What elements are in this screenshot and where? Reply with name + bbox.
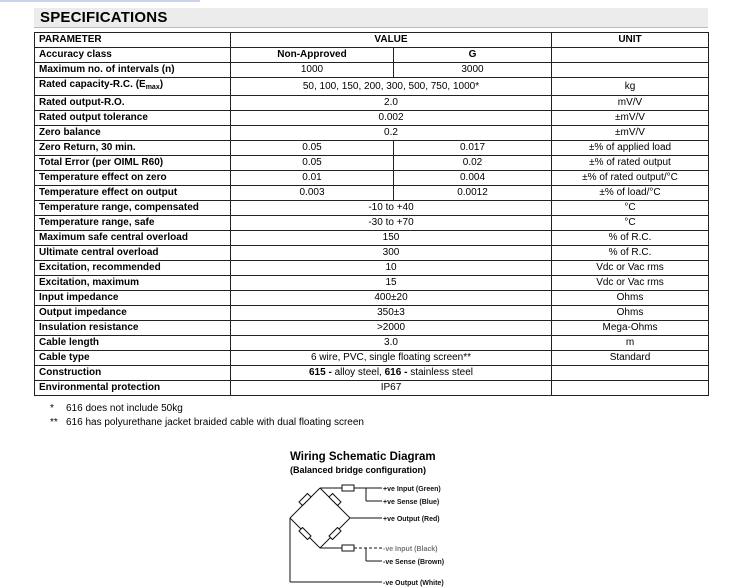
param-cell: Maximum safe central overload	[35, 231, 231, 246]
table-row	[35, 291, 709, 306]
footnote-mark: *	[50, 403, 54, 414]
value-cell: -30 to +70	[231, 216, 552, 231]
value-cell: 300	[231, 246, 552, 261]
unit-cell: Standard	[552, 351, 709, 366]
unit-cell: °C	[552, 216, 709, 231]
param-cell: Zero balance	[35, 126, 231, 141]
unit-cell: Ohms	[552, 291, 709, 306]
construction-part: stainless steel	[410, 367, 473, 378]
unit-cell: ±% of load/°C	[552, 186, 709, 201]
unit-cell: Vdc or Vac rms	[552, 261, 709, 276]
table-row	[35, 78, 709, 96]
table-row	[35, 306, 709, 321]
construction-part: alloy steel,	[334, 367, 385, 378]
footnote-mark: **	[50, 417, 58, 428]
value-cell: 10	[231, 261, 552, 276]
value-cell: 0.017	[394, 141, 552, 156]
wire-label-sense-positive: +ve Sense (Blue)	[383, 499, 440, 506]
param-cell: Insulation resistance	[35, 321, 231, 336]
param-cell: Output impedance	[35, 306, 231, 321]
diagram-subtitle: (Balanced bridge configuration)	[290, 465, 427, 475]
table-row	[35, 231, 709, 246]
unit-cell: kg	[552, 78, 709, 96]
footnote-text: 616 does not include 50kg	[66, 403, 183, 414]
value-cell: -10 to +40	[231, 201, 552, 216]
table-row	[35, 201, 709, 216]
construction-part: 615 -	[309, 367, 335, 378]
value-cell: 0.05	[231, 156, 394, 171]
table-row	[35, 126, 709, 141]
unit-cell: ±% of rated output	[552, 156, 709, 171]
resistor-icon	[329, 493, 341, 505]
unit-cell	[552, 48, 709, 63]
value-cell: 350±3	[231, 306, 552, 321]
param-cell: Cable length	[35, 336, 231, 351]
wire-label-sense-negative: -ve Sense (Brown)	[383, 559, 445, 566]
param-cell: Zero Return, 30 min.	[35, 141, 231, 156]
value-cell: 3.0	[231, 336, 552, 351]
param-cell: Temperature effect on output	[35, 186, 231, 201]
param-cell: Excitation, maximum	[35, 276, 231, 291]
param-subscript: max	[145, 84, 160, 91]
wiring-schematic	[270, 478, 470, 588]
unit-cell: m	[552, 336, 709, 351]
footnote	[50, 416, 364, 430]
resistor-icon	[342, 545, 354, 551]
value-cell: 1000	[231, 63, 394, 78]
unit-cell: °C	[552, 201, 709, 216]
table-row	[35, 381, 709, 396]
value-cell: 0.2	[231, 126, 552, 141]
footnotes	[50, 402, 364, 430]
param-cell: Cable type	[35, 351, 231, 366]
value-cell: 400±20	[231, 291, 552, 306]
value-cell: IP67	[231, 381, 552, 396]
section-title: SPECIFICATIONS	[40, 9, 168, 26]
unit-cell: % of R.C.	[552, 231, 709, 246]
resistor-icon	[342, 485, 354, 491]
unit-cell: ±% of rated output/°C	[552, 171, 709, 186]
param-cell: Ultimate central overload	[35, 246, 231, 261]
param-cell: Accuracy class	[35, 48, 231, 63]
param-cell: Environmental protection	[35, 381, 231, 396]
value-cell	[231, 366, 552, 381]
value-cell: 50, 100, 150, 200, 300, 500, 750, 1000*	[231, 78, 552, 96]
param-text: Rated capacity-R.C. (E	[39, 79, 146, 90]
resistor-icon	[299, 493, 311, 505]
value-cell: >2000	[231, 321, 552, 336]
value-cell: 0.02	[394, 156, 552, 171]
table-row	[35, 156, 709, 171]
table-row	[35, 216, 709, 231]
wire-label-input-negative: -ve Input (Black)	[383, 546, 438, 553]
param-cell: Rated output tolerance	[35, 111, 231, 126]
table-row	[35, 366, 709, 381]
section-header	[34, 8, 708, 28]
param-cell: Temperature range, compensated	[35, 201, 231, 216]
value-cell: 2.0	[231, 96, 552, 111]
value-cell: 0.0012	[394, 186, 552, 201]
value-cell: G	[394, 48, 552, 63]
table-row	[35, 96, 709, 111]
value-cell: Non-Approved	[231, 48, 394, 63]
value-cell: 0.003	[231, 186, 394, 201]
value-cell: 15	[231, 276, 552, 291]
unit-cell	[552, 381, 709, 396]
value-cell: 0.004	[394, 171, 552, 186]
table-row	[35, 48, 709, 63]
value-cell: 0.05	[231, 141, 394, 156]
param-cell: Temperature effect on zero	[35, 171, 231, 186]
table-row	[35, 336, 709, 351]
param-cell	[35, 78, 231, 96]
value-cell: 6 wire, PVC, single floating screen**	[231, 351, 552, 366]
unit-cell: % of R.C.	[552, 246, 709, 261]
header-value: VALUE	[231, 33, 552, 48]
diagram-title: Wiring Schematic Diagram	[290, 451, 436, 463]
value-cell: 0.01	[231, 171, 394, 186]
unit-cell: Vdc or Vac rms	[552, 276, 709, 291]
table-row	[35, 261, 709, 276]
footnote	[50, 402, 364, 416]
footnote-text: 616 has polyurethane jacket braided cable with dual floating screen	[66, 417, 364, 428]
wire-label-output-positive: +ve Output (Red)	[383, 516, 440, 523]
table-row	[35, 141, 709, 156]
header-unit: UNIT	[552, 33, 709, 48]
resistor-icon	[329, 527, 341, 539]
param-cell: Rated output-R.O.	[35, 96, 231, 111]
construction-part: 616 -	[384, 367, 411, 378]
param-cell: Total Error (per OIML R60)	[35, 156, 231, 171]
table-row	[35, 246, 709, 261]
value-cell: 0.002	[231, 111, 552, 126]
unit-cell	[552, 63, 709, 78]
table-row	[35, 186, 709, 201]
unit-cell: Mega-Ohms	[552, 321, 709, 336]
table-row	[35, 111, 709, 126]
wire-label-output-negative: -ve Output (White)	[383, 580, 444, 587]
value-cell: 150	[231, 231, 552, 246]
table-header-row	[35, 33, 709, 48]
param-cell: Temperature range, safe	[35, 216, 231, 231]
unit-cell: mV/V	[552, 96, 709, 111]
unit-cell: ±% of applied load	[552, 141, 709, 156]
unit-cell: ±mV/V	[552, 126, 709, 141]
top-accent-line	[0, 0, 200, 2]
unit-cell: ±mV/V	[552, 111, 709, 126]
specifications-table	[34, 32, 709, 396]
param-text-end: )	[159, 79, 164, 90]
unit-cell	[552, 366, 709, 381]
param-cell: Input impedance	[35, 291, 231, 306]
param-cell: Maximum no. of intervals (n)	[35, 63, 231, 78]
resistor-icon	[299, 527, 311, 539]
header-parameter: PARAMETER	[35, 33, 231, 48]
value-cell: 3000	[394, 63, 552, 78]
param-cell: Construction	[35, 366, 231, 381]
wire-label-input-positive: +ve Input (Green)	[383, 486, 441, 493]
table-row	[35, 171, 709, 186]
table-row	[35, 63, 709, 78]
unit-cell: Ohms	[552, 306, 709, 321]
table-row	[35, 276, 709, 291]
param-cell: Excitation, recommended	[35, 261, 231, 276]
table-row	[35, 321, 709, 336]
table-row	[35, 351, 709, 366]
